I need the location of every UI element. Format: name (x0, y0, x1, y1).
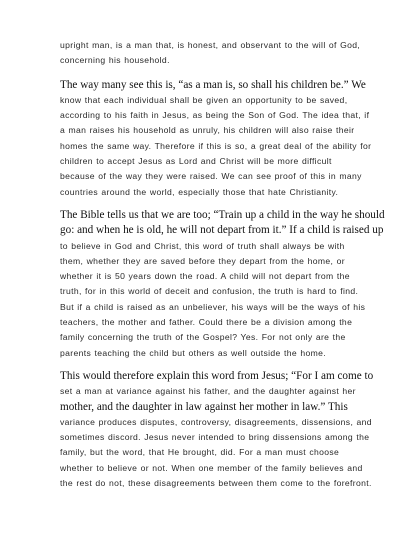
text-line: to believe in God and Christ, this word of truth shall always be with (60, 240, 345, 251)
text-line: know that each individual shall be given an opportunity to be saved, (60, 94, 348, 105)
text-line: children to accept Jesus as Lord and Christ will be more difficult (60, 156, 332, 167)
text-line: concerning his household. (60, 55, 170, 66)
text-line: The way many see this is, “as a man is, so shall his children be.” We (60, 78, 366, 91)
text-line: whether it is 50 years down the road. A child will not depart from the (60, 271, 350, 282)
text-line: whether to believe or not. When one member of the family believes and (60, 462, 363, 473)
text-line: This would therefore explain this word from Jesus; “For I am come to (60, 369, 374, 382)
paragraph (60, 208, 385, 361)
text-line: variance produces disputes, controversy, disagreements, dissensions, and (60, 416, 372, 427)
text-line: go: and when he is old, he will not depart from it.” If a child is raised up (60, 224, 384, 237)
text-line: upright man, is a man that, is honest, and observant to the will of God, (60, 40, 361, 50)
paragraph (60, 78, 372, 200)
text-line: according to his faith in Jesus, as being the Son of God. The idea that, if (60, 110, 370, 121)
text-line: set a man at variance against his father, and the daughter against her (60, 386, 356, 397)
text-line: sometimes discord. Jesus never intended to bring dissensions among the (60, 432, 370, 443)
text-line: But if a child is raised as an unbeliever, his ways will be the ways of his (60, 301, 366, 312)
text-line: family, but the word, that He brought, did. For a man must choose (60, 447, 340, 458)
paragraph (60, 369, 374, 491)
text-line: them, whether they are saved before they depart from the home, or (60, 255, 345, 266)
text-line: parents teaching the child but others as well outside the home. (60, 347, 326, 358)
text-line: truth, for in this world of deceit and confusion, the truth is hard to find. (60, 286, 359, 297)
paragraph (60, 38, 364, 69)
text-line: family concerning the truth of the Gospel? Yes. For not only are the (60, 332, 346, 343)
text-line: homes the same way. Therefore if this is so, a great deal of the ability for (60, 140, 372, 151)
text-line: teachers, the mother and father. Could there be a division among the (60, 317, 353, 328)
text-line: The Bible tells us that we are too; “Train up a child in the way he should (60, 208, 385, 221)
text-line: the rest do not, these disagreements between them come to the forefront. (60, 478, 372, 489)
text-line: mother, and the daughter in law against her mother in law.” This (60, 400, 348, 413)
text-line: countries around the world, especially those that hate Christianity. (60, 186, 339, 197)
text-line: a man raises his household as unruly, his children will also raise their (60, 125, 355, 136)
text-line: because of the way they were raised. We can see proof of this in many (60, 171, 362, 182)
